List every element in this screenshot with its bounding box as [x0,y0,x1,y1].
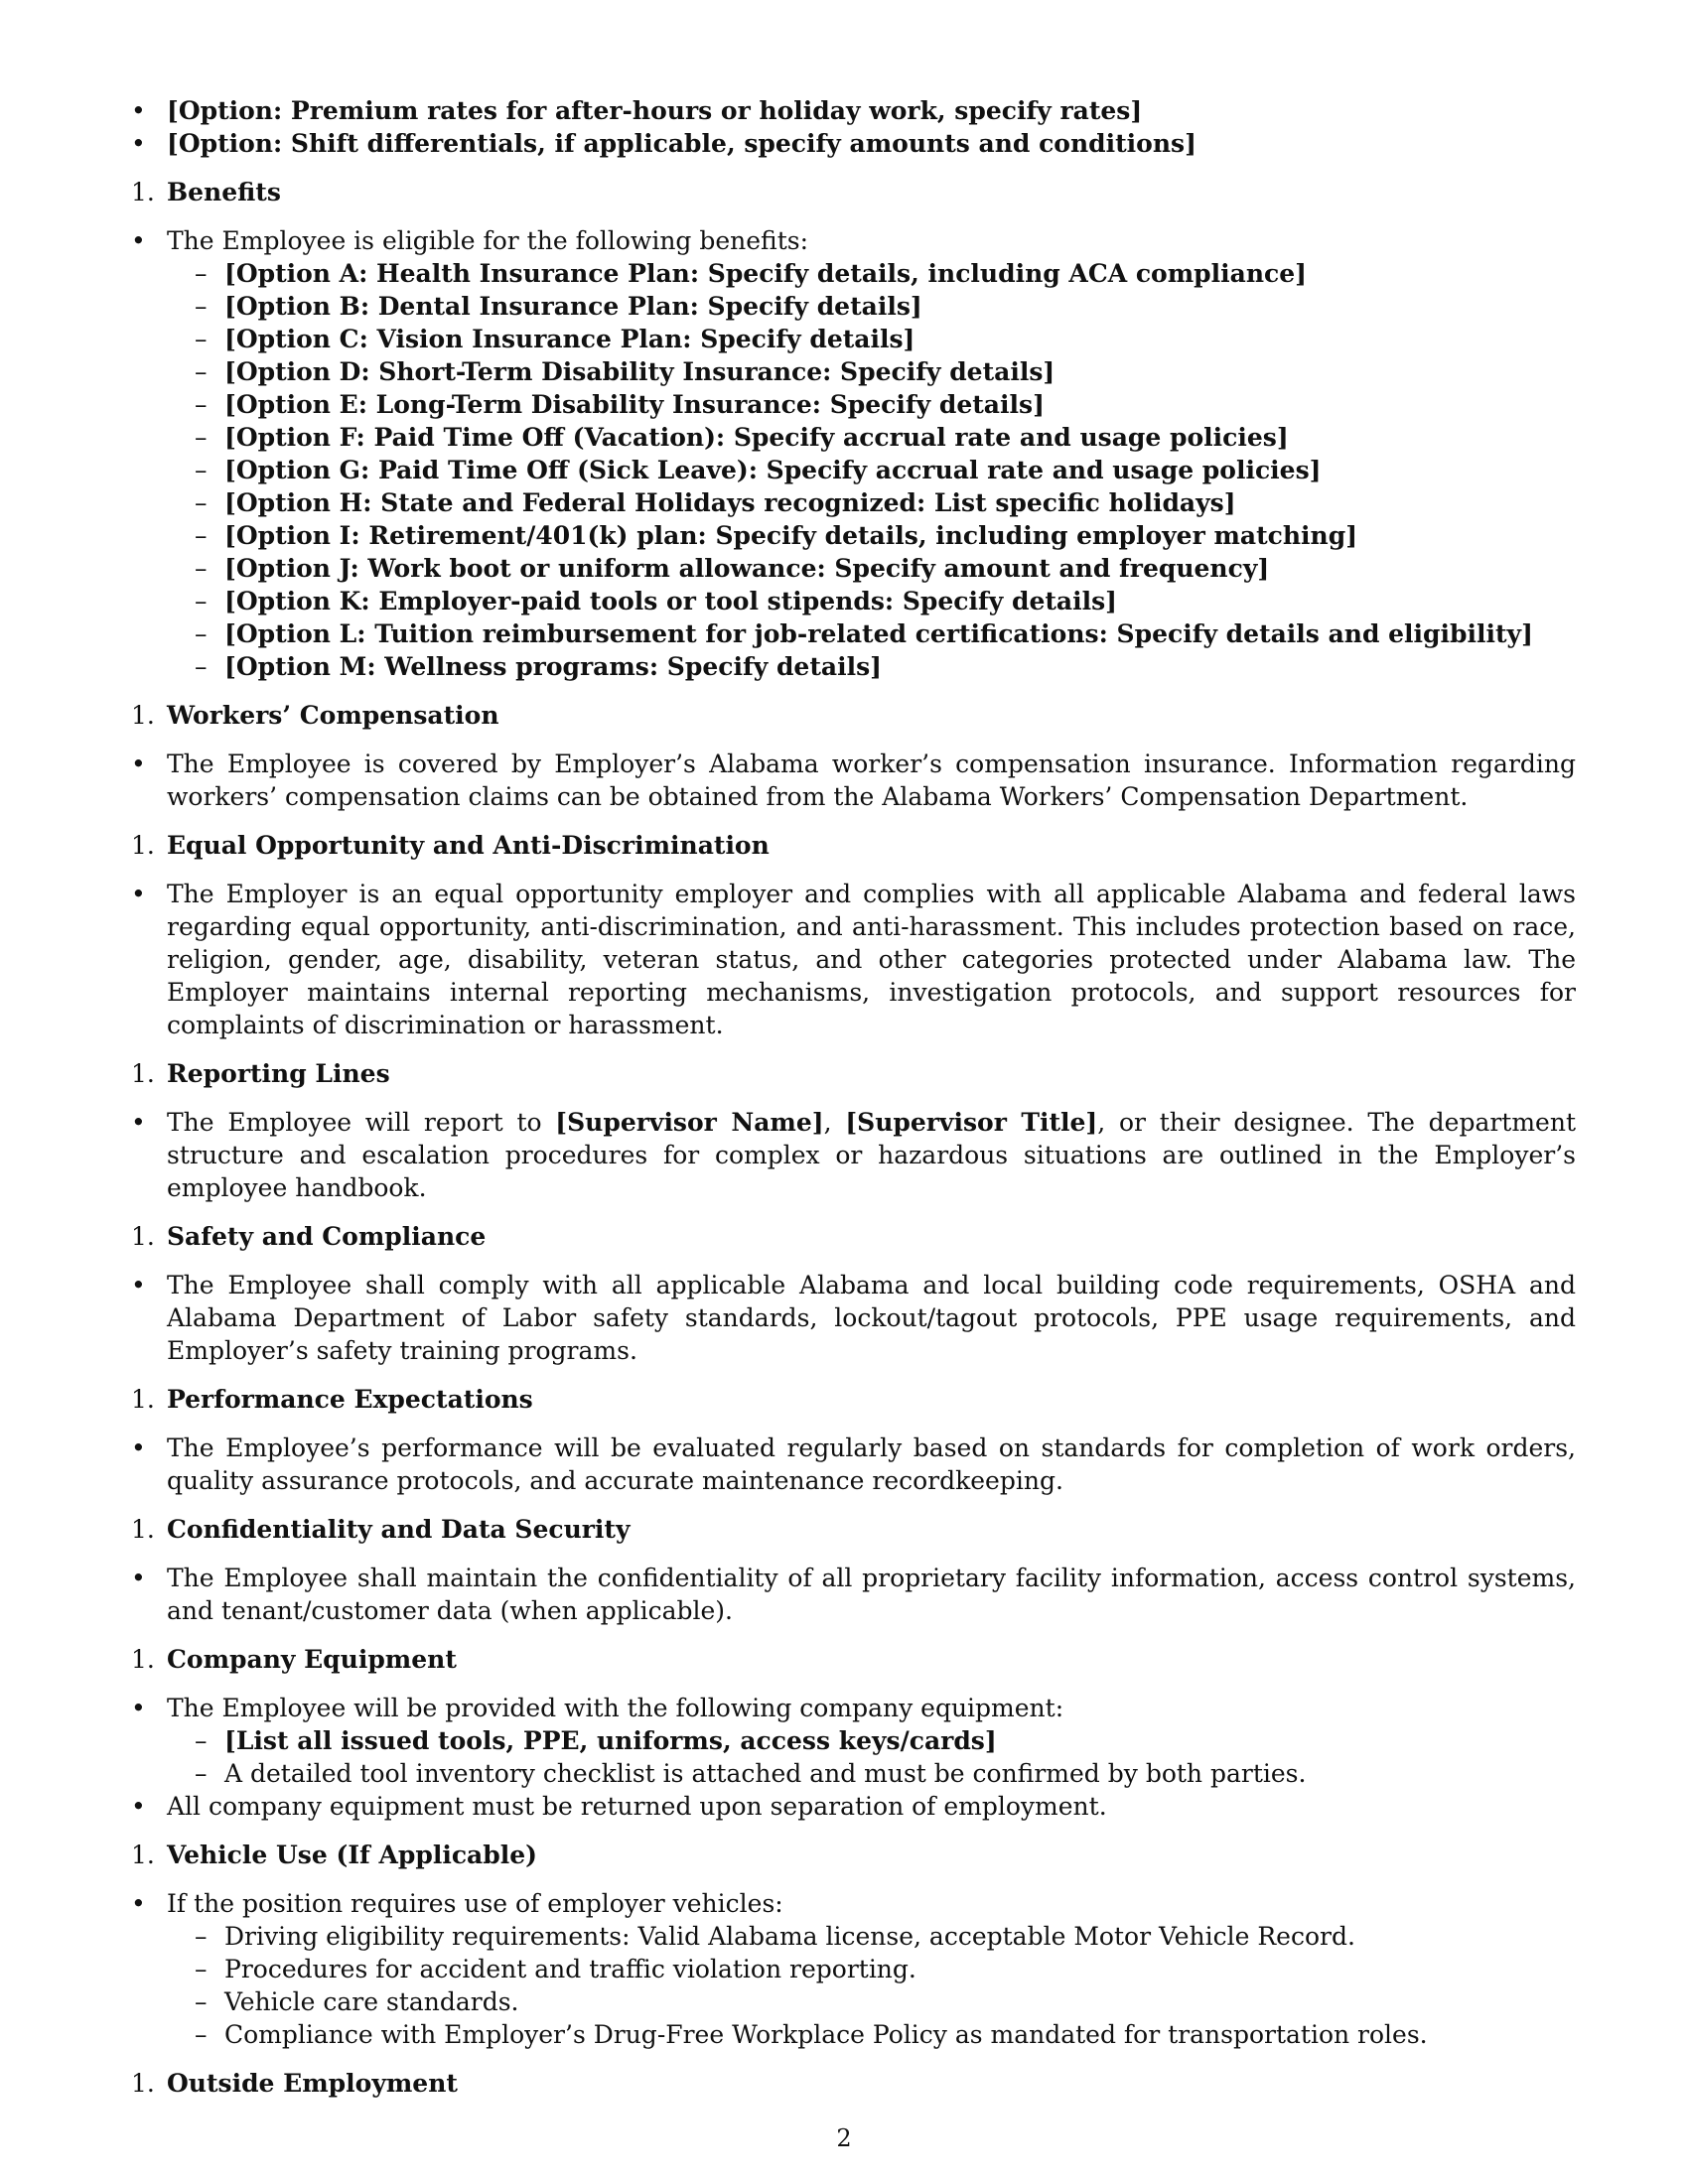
section-heading-safety: 1. Safety and Compliance [131,1222,487,1251]
dash-icon: – [195,554,208,583]
sub-list-item [195,323,1576,355]
benefits-intro: The Employee is eligible for the following benefits: [167,226,809,255]
dash-icon: – [195,652,208,681]
section-heading-equipment: 1. Company Equipment [131,1645,457,1674]
dash-icon: – [195,357,208,386]
sub-list-item [195,585,1576,617]
list-item [131,1269,1576,1367]
list-item [131,1692,1576,1724]
section-heading-performance: 1. Performance Expectations [131,1385,533,1414]
bullet-icon: • [131,226,146,255]
section-heading-confidentiality: 1. Confidentiality and Data Security [131,1515,631,1544]
dash-icon: – [195,292,208,321]
sub-list-item [195,2018,1576,2051]
benefit-option-7: [Option H: State and Federal Holidays recognized: List specific holidays] [224,488,1236,517]
list-item [131,1790,1576,1823]
sub-list-item [195,454,1576,486]
sub-list-item [195,1953,1576,1985]
sub-list-item [195,290,1576,323]
benefit-option-2: [Option C: Vision Insurance Plan: Specify details] [224,325,915,353]
benefit-option-12: [Option M: Wellness programs: Specify details] [224,652,882,681]
vehicle-item-2: Vehicle care standards. [224,1987,519,2016]
confidentiality-body: The Employee shall maintain the confidentiality of all proprietary facility information, access control systems, and tenant/customer data (when applicable). [167,1564,1576,1625]
sub-list-item [195,388,1576,421]
equipment-checklist-note: A detailed tool inventory checklist is attached and must be confirmed by both parties. [224,1759,1307,1788]
section-title: Benefits [167,178,281,206]
benefit-option-3: [Option D: Short-Term Disability Insurance: Specify details] [224,357,1055,386]
vehicle-item-1: Procedures for accident and traffic violation reporting. [224,1955,916,1983]
section-heading-vehicle: 1. Vehicle Use (If Applicable) [131,1841,537,1869]
section-heading-reporting-lines: 1. Reporting Lines [131,1059,390,1088]
bullet-icon: • [131,750,146,778]
section-title: Confidentiality and Data Security [167,1515,631,1544]
dash-icon: – [195,1922,208,1951]
section-title: Outside Employment [167,2069,458,2098]
reporting-lines-body: The Employee will report to [Supervisor Name], [Supervisor Title], or their designee. The department structure and escalation procedures for complex or hazardous situations are outlined in the Employer’s employee handbook. [167,1108,1577,1202]
bullet-icon: • [131,1564,146,1592]
equal-opportunity-body: The Employer is an equal opportunity employer and complies with all applicable Alabama and federal laws regarding equal opportunity, anti-discrimination, and anti-harassment. This includes protection based on race, religion, gender, age, disability, veteran status, and other categories protected under Alabama law. The Employer maintains internal reporting mechanisms, investigation protocols, and support resources for complaints of discrimination or harassment. [167,880,1576,1039]
supervisor-title-placeholder: [Supervisor Title] [845,1108,1098,1137]
section-title: Safety and Compliance [167,1222,487,1251]
equipment-list-placeholder: [List all issued tools, PPE, uniforms, access keys/cards] [224,1726,997,1755]
bullet-icon: • [131,1108,146,1137]
list-item [131,1562,1576,1627]
benefit-option-11: [Option L: Tuition reimbursement for job-related certifications: Specify details and eligibility] [224,619,1533,648]
dash-icon: – [195,619,208,648]
bullet-icon: • [131,880,146,908]
section-title: Vehicle Use (If Applicable) [167,1841,537,1869]
sub-list-item [195,1920,1576,1953]
bullet-icon: • [131,96,146,125]
benefit-option-8: [Option I: Retirement/401(k) plan: Specify details, including employer matching] [224,521,1358,550]
dash-icon: – [195,2020,208,2049]
equipment-intro: The Employee will be provided with the following company equipment: [167,1694,1064,1722]
section-heading-outside-employment: 1. Outside Employment [131,2069,458,2098]
list-item [131,1887,1576,1920]
bullet-icon: • [131,1694,146,1722]
sub-list-item [195,421,1576,454]
section-heading-equal-opportunity: 1. Equal Opportunity and Anti-Discrimination [131,831,770,860]
dash-icon: – [195,325,208,353]
list-item [131,1432,1576,1497]
list-item [131,224,1576,257]
bullet-icon: • [131,1889,146,1918]
bullet-icon: • [131,1271,146,1299]
benefit-option-9: [Option J: Work boot or uniform allowance: Specify amount and frequency] [224,554,1270,583]
vehicle-item-0: Driving eligibility requirements: Valid Alabama license, acceptable Motor Vehicle Record. [224,1922,1355,1951]
bullet-icon: • [131,129,146,158]
workers-comp-body: The Employee is covered by Employer’s Alabama worker’s compensation insurance. Information regarding workers’ compensation claims can be obtained from the Alabama Workers’ Compensation Department. [167,750,1576,811]
dash-icon: – [195,1955,208,1983]
safety-body: The Employee shall comply with all applicable Alabama and local building code requirements, OSHA and Alabama Department of Labor safety standards, lockout/tagout protocols, PPE usage requirements, and Employer’s safety training programs. [167,1271,1576,1365]
section-title: Equal Opportunity and Anti-Discrimination [167,831,770,860]
benefit-option-1: [Option B: Dental Insurance Plan: Specify details] [224,292,922,321]
dash-icon: – [195,1987,208,2016]
benefit-option-5: [Option F: Paid Time Off (Vacation): Specify accrual rate and usage policies] [224,423,1289,452]
sub-list-item [195,650,1576,683]
sub-list-item [195,552,1576,585]
dash-icon: – [195,521,208,550]
dash-icon: – [195,587,208,615]
page-number: 2 [836,2124,852,2152]
vehicle-item-3: Compliance with Employer’s Drug-Free Workplace Policy as mandated for transportation roles. [224,2020,1428,2049]
section-title: Company Equipment [167,1645,457,1674]
option-shift-differentials: [Option: Shift differentials, if applicable, specify amounts and conditions] [167,129,1196,158]
list-item [131,1106,1576,1204]
section-title: Performance Expectations [167,1385,533,1414]
sub-list-item [195,257,1576,290]
supervisor-name-placeholder: [Supervisor Name] [555,1108,824,1137]
sub-list-item [195,1985,1576,2018]
sub-list-item [195,1757,1576,1790]
benefit-option-6: [Option G: Paid Time Off (Sick Leave): Specify accrual rate and usage policies] [224,456,1322,484]
dash-icon: – [195,1759,208,1788]
dash-icon: – [195,390,208,419]
benefit-option-10: [Option K: Employer-paid tools or tool stipends: Specify details] [224,587,1118,615]
dash-icon: – [195,423,208,452]
performance-body: The Employee’s performance will be evaluated regularly based on standards for completion of work orders, quality assurance protocols, and accurate maintenance recordkeeping. [167,1433,1576,1495]
document-page [131,94,1576,2116]
sub-list-item [195,519,1576,552]
section-heading-workers-comp: 1. Workers’ Compensation [131,701,499,730]
sub-list-item [195,355,1576,388]
section-heading-benefits: 1. Benefits [131,178,281,206]
option-premium-rates: [Option: Premium rates for after-hours or holiday work, specify rates] [167,96,1143,125]
section-title: Workers’ Compensation [167,701,499,730]
dash-icon: – [195,259,208,288]
vehicle-intro: If the position requires use of employer vehicles: [167,1889,783,1918]
sub-list-item [195,1724,1576,1757]
dash-icon: – [195,1726,208,1755]
bullet-icon: • [131,1792,146,1821]
list-item [131,748,1576,813]
benefit-options-list [131,257,1576,683]
bullet-icon: • [131,1433,146,1462]
dash-icon: – [195,488,208,517]
list-item [131,127,1576,160]
sub-list-item [195,617,1576,650]
vehicle-items-list [131,1920,1576,2051]
equipment-return-note: All company equipment must be returned upon separation of employment. [167,1792,1107,1821]
dash-icon: – [195,456,208,484]
list-item [131,878,1576,1041]
sub-list-item [195,486,1576,519]
section-title: Reporting Lines [167,1059,390,1088]
list-item [131,94,1576,127]
benefit-option-4: [Option E: Long-Term Disability Insurance: Specify details] [224,390,1045,419]
benefit-option-0: [Option A: Health Insurance Plan: Specify details, including ACA compliance] [224,259,1307,288]
